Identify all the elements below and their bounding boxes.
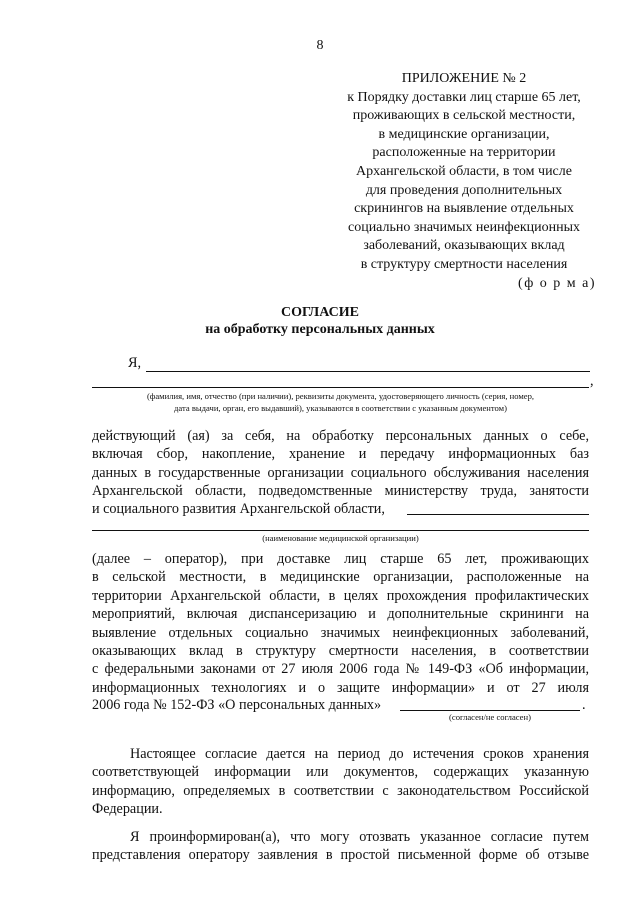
paragraph-revoke <box>92 828 589 865</box>
org-fill-line-1[interactable] <box>407 514 589 515</box>
text-line: соответствующей информации или документов, содержащих указанную <box>92 764 589 781</box>
text-line: территории Архангельской области, в целях прохождения профилактических <box>92 587 589 604</box>
paragraph-period <box>92 745 589 819</box>
text-line: (далее – оператор), при доставке лиц старше 65 лет, проживающих <box>92 551 589 567</box>
text-line: данных в государственные организации социального обслуживания населения <box>92 464 589 481</box>
text-line: представления оператору заявления в простой письменной форме об отзыве <box>92 847 589 864</box>
text-line: с федеральными законами от 27 июля 2006 года № 149-ФЗ «Об информации, <box>92 661 589 678</box>
appendix-line: социально значимых неинфекционных <box>347 219 581 235</box>
text-line: 2006 года № 152-ФЗ «О персональных данных» <box>92 697 382 713</box>
caption-person <box>92 391 589 414</box>
name-fill-line-2[interactable] <box>92 387 589 388</box>
text-line: информацию, определяемых в соответствии с законодательством Российской <box>92 782 589 799</box>
text-line: Федерации. <box>92 801 163 818</box>
text-line: Архангельской области, подведомственные министерству труда, занятости <box>92 483 589 500</box>
document-subtitle: на обработку персональных данных <box>205 322 435 337</box>
agree-fill-line[interactable] <box>400 710 580 711</box>
name-fill-line[interactable] <box>146 371 590 372</box>
text-line: выявление отдельных социально значимых неинфекционных заболеваний, <box>92 624 589 641</box>
appendix-line: расположенные на территории <box>372 145 556 161</box>
appendix-line: в медицинские организации, <box>378 126 550 142</box>
appendix-line: ПРИЛОЖЕНИЕ № 2 <box>401 71 527 86</box>
paragraph-operator <box>92 550 589 697</box>
appendix-line: в структуру смертности населения <box>360 256 568 272</box>
appendix-line: Архангельской области, в том числе <box>356 163 572 179</box>
text-line: и социального развития Архангельской области, <box>92 501 385 517</box>
text-line: включая сбор, накопление, хранение и передачу информационных баз <box>92 446 589 463</box>
caption-person-line: дата выдачи, орган, его выдавший), указываются в соответствии с указанным документом) <box>174 402 507 413</box>
caption-org: (наименование медицинской организации) <box>262 533 419 543</box>
ya-label: Я, <box>128 355 142 371</box>
appendix-line: скринингов на выявление отдельных <box>354 201 574 217</box>
form-label: (ф о р м а) <box>518 276 596 291</box>
appendix-line: для проведения дополнительных <box>365 182 563 198</box>
paragraph-consent <box>92 427 589 501</box>
text-line: информационных технологиях и о защите информации» и от 27 июля <box>92 679 589 696</box>
text-line: Я проинформирован(а), что могу отозвать указанное согласие путем <box>130 829 589 845</box>
text-line: мероприятий, включая диспансеризацию и дополнительные скрининги на <box>92 606 589 623</box>
caption-person-line: (фамилия, имя, отчество (при наличии), реквизиты документа, удостоверяющего личность (серия, номер, <box>146 391 535 401</box>
appendix-header <box>330 70 598 275</box>
text-line: Настоящее согласие дается на период до истечения сроков хранения <box>130 746 589 762</box>
period: . <box>582 697 586 713</box>
appendix-line: к Порядку доставки лиц старше 65 лет, <box>347 89 581 105</box>
appendix-line: проживающих в сельской местности, <box>352 108 576 124</box>
text-line: оказывающих вклад в структуру смертности населения, в соответствии <box>92 643 589 660</box>
caption-agree: (согласен/не согласен) <box>449 712 531 722</box>
document-title: СОГЛАСИЕ <box>281 305 359 320</box>
org-fill-line-2[interactable] <box>92 530 589 531</box>
text-line: в сельской местности, в медицинские организации, расположенные на <box>92 569 589 586</box>
text-line: действующий (ая) за себя, на обработку персональных данных о себе, <box>92 428 589 444</box>
appendix-line: заболеваний, оказывающих вклад <box>363 238 565 254</box>
comma: , <box>590 373 594 389</box>
page-number: 8 <box>316 38 324 53</box>
